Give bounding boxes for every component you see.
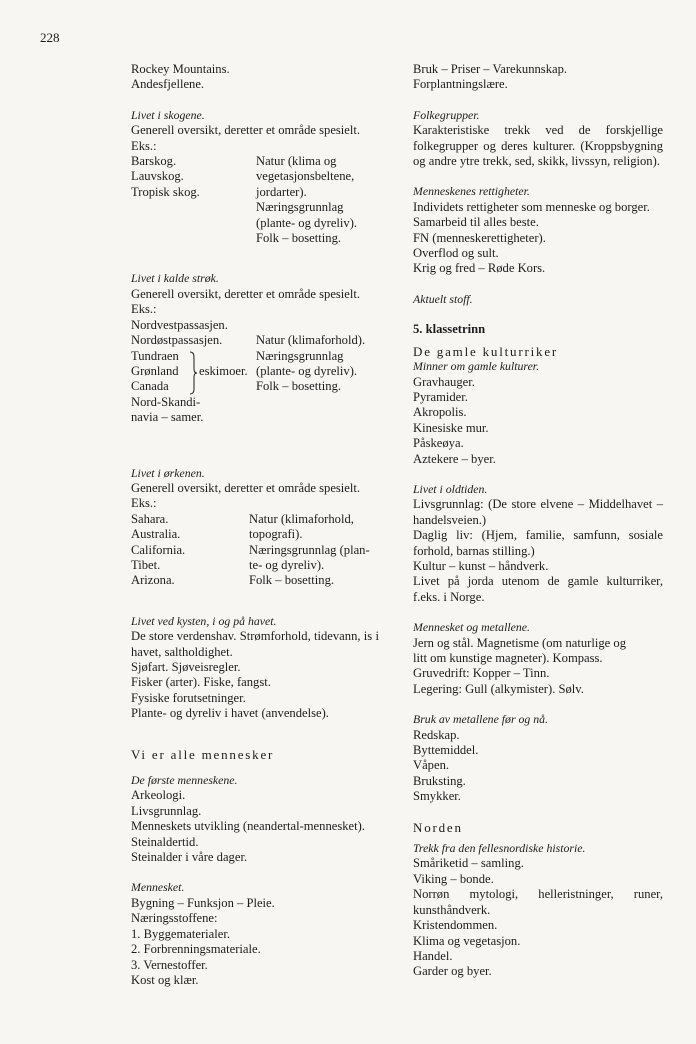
text-line: Sjøfart. Sjøveisregler.	[131, 660, 241, 674]
text-paragraph: Livet på jorda utenom de gamle kulturriker, f.eks. i Norge.	[413, 574, 663, 604]
example-topic: Næringsgrunnlag	[256, 348, 344, 363]
text-line: Kristendommen.	[413, 918, 498, 933]
subsection-heading: Mennesket.	[131, 880, 185, 895]
text-line: Steinaldertid.	[131, 834, 199, 849]
text-line: 2. Forbrenningsmateriale.	[131, 942, 261, 957]
example-topic: jordarter).	[256, 184, 307, 199]
example-topic: Folk – bosetting.	[256, 379, 342, 394]
example-name: Australia.	[131, 527, 181, 542]
example-topic: (plante- og dyreliv).	[256, 363, 358, 378]
text-line: Handel.	[413, 948, 453, 963]
text-line: Våpen.	[413, 758, 450, 773]
example-name: Barskog.	[131, 154, 177, 169]
brace-label: eskimoer.	[199, 363, 248, 378]
text-paragraph: Generell oversikt, deretter et område spesielt.	[131, 286, 361, 301]
text-paragraph: Norrøn mytologi, helleristninger, runer, kunsthåndverk.	[413, 887, 663, 917]
text-line: Livsgrunnlag.	[131, 803, 202, 818]
text-line: Gravhauger.	[413, 374, 475, 389]
left-column	[131, 62, 379, 988]
example-name: Grønland	[131, 363, 179, 378]
text-line: Akropolis.	[413, 405, 467, 420]
section-heading-rettigheter: Menneskenes rettigheter.	[413, 184, 530, 199]
text-line: Generell oversikt, deretter et område spesielt.	[131, 123, 361, 138]
text-line: Eks.:	[131, 138, 157, 153]
text-paragraph: Individets rettigheter som menneske og borger.	[413, 199, 650, 214]
example-name: Tibet.	[131, 557, 161, 572]
example-topic: Folk – bosetting.	[256, 231, 342, 246]
text-line: 3. Vernestoffer.	[131, 957, 208, 972]
text-line: Bruk – Priser – Varekunnskap.	[413, 62, 568, 76]
section-heading-skog: Livet i skogene.	[131, 107, 205, 122]
text-paragraph: Karakteristiske trekk ved de forskjellige folkegrupper og deres kulturer. (Kroppsbygning og andre ytre trekk, sed, skikk, livssyn, religion).	[413, 123, 663, 169]
right-column	[413, 62, 663, 980]
text-line: Andesfjellene.	[131, 77, 205, 92]
text-line: Kost og klær.	[131, 972, 199, 987]
example-name	[131, 200, 256, 215]
curly-brace-icon	[189, 349, 199, 395]
example-name: Arizona.	[131, 573, 175, 588]
section-heading-orken: Livet i ørkenen.	[131, 465, 205, 480]
text-line: 1. Byggematerialer.	[131, 926, 230, 941]
example-name: Canada	[131, 379, 169, 394]
example-name: Tropisk skog.	[131, 184, 200, 199]
example-name: California.	[131, 542, 186, 557]
example-topic: Natur (klima og	[256, 154, 337, 169]
text-line: Eks.:	[131, 302, 157, 317]
text-line: navia – samer.	[131, 410, 204, 425]
text-line: Fysiske forutsetninger.	[131, 690, 246, 705]
text-line: Pyramider.	[413, 389, 468, 404]
text-line: Smykker.	[413, 789, 461, 804]
page-number: 228	[40, 30, 60, 45]
example-topic: te- og dyreliv).	[249, 557, 325, 572]
text-line: Eks.:	[131, 496, 157, 511]
text-line: Steinalder i våre dager.	[131, 850, 248, 865]
example-topic: topografi).	[249, 527, 303, 542]
subsection-heading: De første menneskene.	[131, 773, 238, 788]
text-line: Nord-Skandi-	[131, 394, 201, 409]
example-topic: Natur (klimaforhold).	[256, 333, 366, 348]
example-name: Sahara.	[131, 511, 169, 526]
text-line: Bygning – Funksjon – Pleie.	[131, 895, 275, 910]
grade-heading: 5. klassetrinn	[413, 322, 486, 337]
section-title-kulturriker: De gamle kulturriker	[413, 343, 559, 359]
text-line: Kultur – kunst – håndverk.	[413, 558, 549, 573]
text-line: Plante- og dyreliv i havet (anvendelse).	[131, 706, 329, 721]
example-name	[131, 231, 256, 246]
text-line: Byttemiddel.	[413, 743, 479, 758]
text-line: Garder og byer.	[413, 964, 492, 979]
subsection-heading: Bruk av metallene før og nå.	[413, 712, 548, 727]
text-line: Klima og vegetasjon.	[413, 933, 521, 948]
text-line: Fisker (arter). Fiske, fangst.	[131, 675, 271, 690]
example-topic: Natur (klimaforhold,	[249, 511, 354, 526]
text-line: Småriketid – samling.	[413, 856, 524, 871]
subsection-heading: Trekk fra den fellesnordiske historie.	[413, 841, 586, 856]
section-heading-folkegrupper: Folkegrupper.	[413, 107, 480, 122]
text-line: litt om kunstige magneter). Kompass.	[413, 651, 603, 665]
example-topic: Næringsgrunnlag	[256, 200, 344, 215]
example-name	[131, 216, 256, 231]
text-line: Generell oversikt, deretter et område spesielt.	[131, 480, 361, 495]
text-paragraph: De store verdenshav. Strømforhold, tidevann, is i havet, saltholdighet.	[131, 629, 379, 659]
section-title-norden: Norden	[413, 819, 463, 835]
text-line: Forplantningslære.	[413, 77, 508, 92]
text-line: Legering: Gull (alkymister). Sølv.	[413, 681, 584, 696]
text-line: Krig og fred – Røde Kors.	[413, 261, 546, 276]
text-line: Bruksting.	[413, 773, 466, 788]
section-heading-aktuelt: Aktuelt stoff.	[413, 291, 473, 306]
text-line: Næringsstoffene:	[131, 911, 218, 926]
example-topic: Næringsgrunnlag (plan-	[249, 542, 370, 557]
text-line: Rockey Mountains.	[131, 62, 230, 76]
text-line: Redskap.	[413, 727, 460, 742]
brace-group	[131, 349, 379, 395]
example-topic: vegetasjonsbeltene,	[256, 169, 355, 184]
text-line: Påskeøya.	[413, 436, 464, 451]
text-line: Kinesiske mur.	[413, 420, 489, 435]
text-line: Samarbeid til alles beste.	[413, 215, 539, 230]
example-topic: (plante- og dyreliv).	[256, 215, 358, 230]
text-line: Arkeologi.	[131, 788, 186, 803]
subsection-heading: Minner om gamle kulturer.	[413, 359, 540, 374]
section-heading-kalde: Livet i kalde strøk.	[131, 271, 219, 286]
text-line: Overflod og sult.	[413, 246, 499, 261]
text-line: Viking – bonde.	[413, 871, 494, 886]
text-line: FN (menneskerettigheter).	[413, 230, 546, 245]
section-title-mennesker: Vi er alle mennesker	[131, 746, 275, 762]
text-paragraph: Livsgrunnlag: (De store elvene – Middelhavet – handelsveien.)	[413, 497, 663, 527]
section-heading-kysten: Livet ved kysten, i og på havet.	[131, 613, 277, 628]
example-name: Nordøstpassasjen.	[131, 333, 223, 348]
text-line: Aztekere – byer.	[413, 451, 496, 466]
subsection-heading: Livet i oldtiden.	[413, 481, 488, 496]
text-line: Nordvestpassasjen.	[131, 317, 228, 332]
subsection-heading: Mennesket og metallene.	[413, 620, 530, 635]
text-line: Jern og stål. Magnetisme (om naturlige og	[413, 635, 626, 650]
text-line: Gruvedrift: Kopper – Tinn.	[413, 666, 550, 681]
example-topic: Folk – bosetting.	[249, 573, 335, 588]
text-paragraph: Daglig liv: (Hjem, familie, samfunn, sosiale forhold, barnas stilling.)	[413, 528, 663, 558]
text-paragraph: Menneskets utvikling (neandertal-mennesket).	[131, 819, 365, 834]
example-name: Lauvskog.	[131, 169, 184, 184]
example-name: Tundraen	[131, 348, 179, 363]
